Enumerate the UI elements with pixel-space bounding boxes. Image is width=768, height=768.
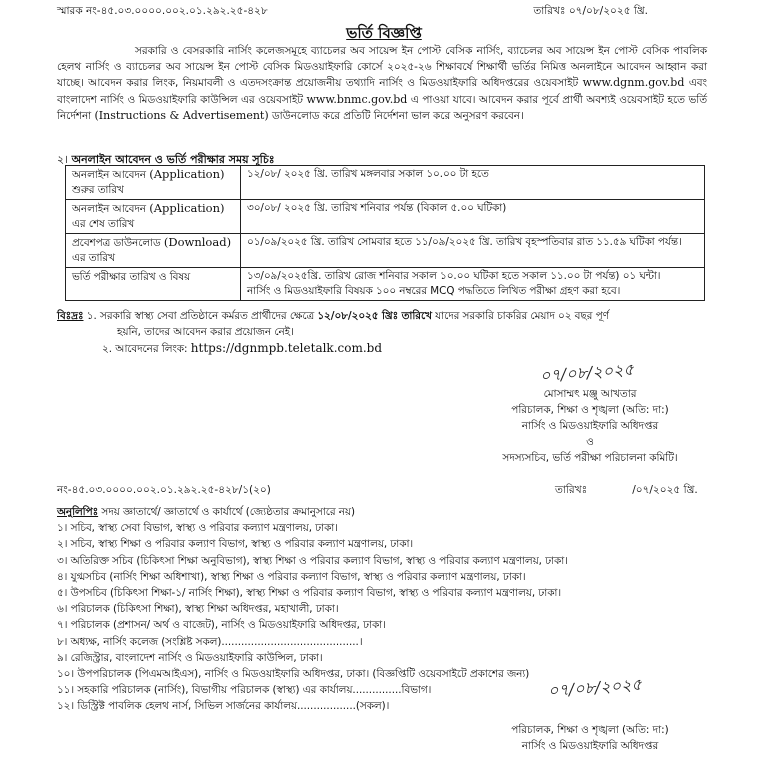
signer-block-2 — [450, 722, 730, 754]
schedule-label-part: এর শেষ তারিখ — [72, 218, 135, 230]
schedule-number: ২। — [57, 153, 69, 166]
copies-list — [57, 520, 757, 714]
note-item-1-number: ১. — [86, 310, 97, 322]
copy-recipient: ১। সচিব, স্বাস্থ্য সেবা বিভাগ, স্বাস্থ্য ও পরিবার কল্যাণ মন্ত্রণালয়, ঢাকা। — [57, 522, 338, 535]
copy-recipient: ১২। ডিস্ট্রিক্ট পাবলিক হেলথ নার্স, সিভিল সার্জনের কার্যালয়..................(সকল)। — [57, 700, 390, 713]
note-item-2 — [57, 340, 747, 357]
intro-text-1: সরকারি ও বেসরকারি নার্সিং কলেজসমূহে ব্যাচেলর অব সায়েন্স ইন পোস্ট বেসিক নার্সিং, ব্যাচেলর অব সায়েন্স ইন পোস্ট বেসিক পাবলিক হেলথ নার্সিং ও ব্যাচেলর অব সায়েন্স ইন পোস্ট বেসিক মিডওয়াইফারি কোর্সে ২০২৫-২৬ শিক্ষাবর্ষে শিক্ষার্থী ভর্তির নিমিত্ত অনলাইনে আবেদন আহ্বান করা যাচ্ছে। আবেদন করার লিংক, নিয়মাবলী ও এতদসংক্রান্ত প্রয়োজনীয় তথ্যাদি নার্সিং ও মিডওয়াইফারি অধিদপ্তরের ওয়েবসাইট — [57, 45, 707, 90]
schedule-title: অনলাইন আবেদন ও ভর্তি পরীক্ষার সময় সূচিঃ — [71, 153, 275, 166]
page-title: ভর্তি বিজ্ঞপ্তি — [346, 24, 422, 42]
schedule-value-line: ১৩/০৯/২০২৫খ্রি. তারিখ রোজ শনিবার সকাল ১০.০০ ঘটিকা হতে সকাল ১১.০০ টা পর্যন্ত) ০১ ঘন্টা। — [247, 270, 661, 282]
note-item-1-cont: হয়নি, তাদের আবেদন করার প্রয়োজন নেই। — [117, 326, 294, 338]
note-item-1-text-b: যাদের সরকারি চাকরির মেয়াদ ০২ বছর পূর্ণ — [435, 310, 609, 322]
note-item-2-number: ২. — [102, 343, 112, 355]
schedule-value-line: ৩০/০৮/ ২০২৫ খ্রি. তারিখ শনিবার পর্যন্ত (বিকাল ৫.০০ ঘটিকা) — [247, 202, 507, 214]
reference-date-2 — [555, 483, 698, 500]
signer-block-1 — [450, 386, 730, 466]
copy-recipient: ২। সচিব, স্বাস্থ্য শিক্ষা ও পরিবার কল্যাণ বিভাগ, স্বাস্থ্য ও পরিবার কল্যাণ মন্ত্রণালয়, ঢাকা। — [57, 538, 414, 551]
date-value: /০৭/২০২৫ খ্রি. — [632, 484, 698, 496]
intro-text-3: এ পাওয়া যাবে। আবেদন করার পূর্বে প্রার্থী অবশ্যই ওয়েবসাইট হতে ভর্তি নির্দেশনা — [57, 93, 708, 123]
signer-line: পরিচালক, শিক্ষা ও শৃঙ্খলা (অতি: দা:) — [511, 404, 669, 416]
copy-recipient: ১০। উপপরিচালক (পিএমআইএস), নার্সিং ও মিডওয়াইফারি অধিদপ্তর, ঢাকা। (বিজ্ঞপ্তিটি ওয়েবসাইটে প্রকাশের জন্য) — [57, 668, 530, 681]
copy-recipient: ৫। উপসচিব (চিকিৎসা শিক্ষা-১/ নার্সিং শিক্ষা), স্বাস্থ্য শিক্ষা ও পরিবার কল্যাণ বিভাগ, স্বাস্থ্য ও পরিবার কল্যাণ মন্ত্রণালয়, ঢাকা। — [57, 587, 562, 600]
copies-intro — [57, 504, 757, 520]
schedule-label-part: এর তারিখ — [72, 252, 115, 264]
schedule-value — [241, 268, 705, 301]
schedule-label — [66, 200, 241, 234]
dgnm-website-link[interactable]: www.dgnm.gov.bd — [582, 76, 685, 90]
note-item-1 — [57, 308, 747, 324]
signer-line: পরিচালক, শিক্ষা ও শৃঙ্খলা (অতি: দা:) — [511, 724, 669, 736]
schedule-value-line: নার্সিং ও মিডওয়াইফারি বিষয়ক ১০০ নম্বরের MCQ পদ্ধতিতে লিখিত পরীক্ষা গ্রহণ করা হবে। — [247, 285, 621, 297]
memo-number: স্মারক নং-৪৫.০৩.০০০০.০০২.০১.২৯২.২৫-৪২৮ — [57, 5, 268, 17]
signature-2: ০৭/০৮/২০২৫ — [547, 674, 643, 701]
note-item-1-date: ১২/০৮/২০২৫ খ্রিঃ তারিখে — [317, 310, 432, 322]
schedule-value — [241, 166, 705, 200]
intro-paragraph — [57, 44, 707, 125]
schedule-label-part: ভর্তি পরীক্ষার তারিখ ও বিষয় — [72, 271, 191, 283]
schedule-row — [66, 200, 705, 234]
note-section — [57, 308, 747, 357]
bnmc-website-link[interactable]: www.bnmc.gov.bd — [306, 92, 408, 106]
schedule-label — [66, 268, 241, 301]
signature-1: ০৭/০৮/২০২৫ — [539, 359, 635, 386]
schedule-label — [66, 234, 241, 268]
copy-recipient: ৪। যুগ্মসচিব (নার্সিং শিক্ষা অধিশাখা), স্বাস্থ্য শিক্ষা ও পরিবার কল্যাণ বিভাগ, স্বাস্থ্য ও পরিবার কল্যাণ মন্ত্রণালয়, ঢাকা। — [57, 570, 526, 583]
signer-line: মোসাম্মৎ মঞ্জু আখতার — [543, 388, 637, 400]
schedule-label-part: (Application) — [149, 201, 225, 215]
application-link[interactable]: https://dgnmpb.teletalk.com.bd — [190, 341, 383, 355]
schedule-label-part: প্রবেশপত্র ডাউনলোড — [72, 237, 161, 249]
issue-date: তারিখঃ ০৭/০৮/২০২৫ খ্রি. — [533, 5, 648, 17]
schedule-value-line: ০১/০৯/২০২৫ খ্রি. তারিখ সোমবার হতে ১১/০৯/২০২৫ খ্রি. তারিখ বৃহস্পতিবার রাত ১১.৫৯ ঘটিকা পর্যন্ত। — [247, 236, 682, 248]
copies-label: অনুলিপিঃ — [57, 506, 99, 518]
intro-text-2: এবং বাংলাদেশ নার্সিং ও মিডওয়াইফারি কাউন্সিল এর ওয়েবসাইট — [57, 77, 707, 106]
intro-text-4: ডাউনলোড করে প্রতিটি নির্দেশনা ভাল করে অনুসরণ করবেন। — [271, 110, 524, 123]
schedule-label-part: অনলাইন আবেদন — [72, 203, 146, 215]
schedule-label-part: (Application) — [149, 167, 225, 181]
note-label: বিঃদ্রঃ — [57, 310, 84, 322]
schedule-label-part: অনলাইন আবেদন — [72, 169, 146, 181]
copy-recipient: ৩। অতিরিক্ত সচিব (চিকিৎসা শিক্ষা অনুবিভাগ), স্বাস্থ্য শিক্ষা ও পরিবার কল্যাণ বিভাগ, স্বাস্থ্য ও পরিবার কল্যাণ মন্ত্রণালয়, ঢাকা। — [57, 554, 568, 567]
schedule-row — [66, 166, 705, 200]
copy-recipient: ৯। রেজিস্ট্রার, বাংলাদেশ নার্সিং ও মিডওয়াইফারি কাউন্সিল, ঢাকা। — [57, 651, 323, 664]
copy-recipient: ৭। পরিচালক (প্রশাসন/ অর্থ ও বাজেট), নার্সিং ও মিডওয়াইফারি অধিদপ্তর, ঢাকা। — [57, 619, 386, 632]
date-label: তারিখঃ — [555, 484, 588, 496]
note-item-1-text: সরকারি স্বাস্থ্য সেবা প্রতিষ্ঠানে কর্মরত প্রার্থীদের ক্ষেত্রে — [100, 310, 315, 322]
schedule-value — [241, 200, 705, 234]
schedule-row — [66, 234, 705, 268]
schedule-value — [241, 234, 705, 268]
signer-line: ও — [586, 436, 594, 448]
copies-intro-text: সদয় জ্ঞাতার্থে/ জ্ঞাতার্থে ও কার্যার্থে (জ্যেষ্ঠতার ক্রমানুসারে নয়) — [101, 506, 356, 518]
copy-recipient: ৮। অধ্যক্ষ, নার্সিং কলেজ (সংশ্লিষ্ট সকল)..........................................। — [57, 635, 363, 648]
schedule-value-line: ১২/০৮/ ২০২৫ খ্রি. তারিখ মঙ্গলবার সকাল ১০.০০ টা হতে — [247, 168, 489, 180]
application-link-label: আবেদনের লিংক: — [115, 343, 188, 355]
copy-recipient: ৬। পরিচালক (চিকিৎসা শিক্ষা), স্বাস্থ্য শিক্ষা অধিদপ্তর, মহাখালী, ঢাকা। — [57, 603, 339, 616]
schedule-label — [66, 166, 241, 200]
signer-line: নার্সিং ও মিডওয়াইফারি অধিদপ্তর — [521, 420, 659, 432]
signer-line: সদস্যসচিব, ভর্তি পরীক্ষা পরিচালনা কমিটি। — [502, 452, 678, 464]
copies-section — [57, 504, 757, 715]
schedule-table — [65, 165, 705, 301]
schedule-label-part: শুরুর তারিখ — [72, 184, 124, 196]
copy-recipient: ১১। সহকারি পরিচালক (নার্সিং), বিভাগীয় পরিচালক (স্বাস্থ্য) এর কার্যালয়...............বিভাগ। — [57, 684, 432, 697]
schedule-row — [66, 268, 705, 301]
signer-line: নার্সিং ও মিডওয়াইফারি অধিদপ্তর — [521, 740, 659, 752]
schedule-label-part: (Download) — [163, 235, 232, 249]
instructions-text: (Instructions & Advertisement) — [94, 109, 269, 123]
reference-number-2: নং-৪৫.০৩.০০০০.০০২.০১.২৯২.২৫-৪২৮/১(২০) — [57, 484, 271, 496]
